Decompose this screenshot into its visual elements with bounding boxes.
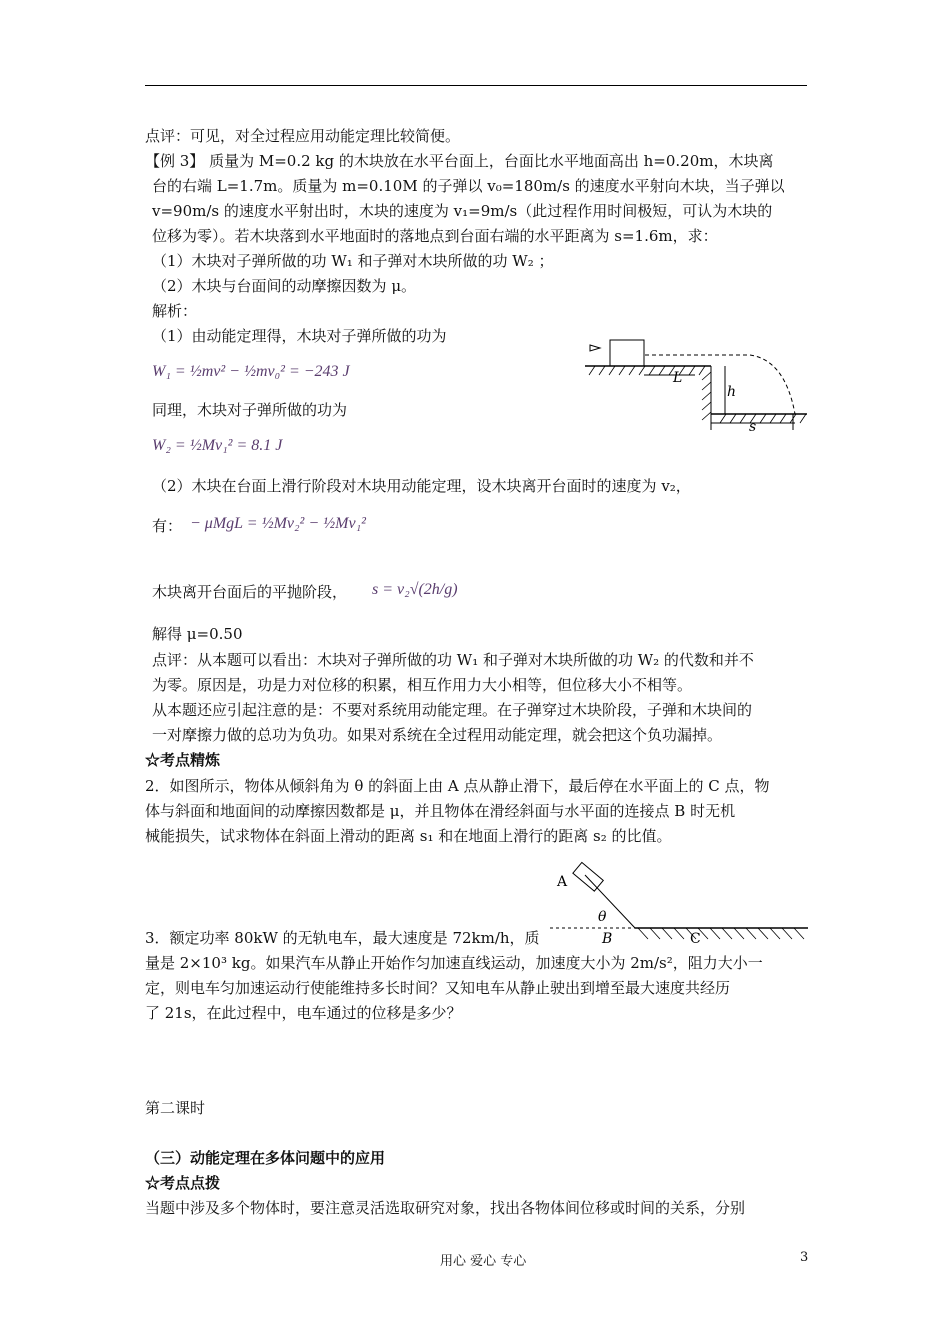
text-line: 体与斜面和地面间的动摩擦因数都是 μ，并且物体在滑经斜面与水平面的连接点 B 时无机 xyxy=(145,802,736,820)
equation-friction: − μMgL = ½Mv₂² − ½Mv₁² xyxy=(190,515,366,532)
text-line: 木块离开台面后的平抛阶段， xyxy=(152,583,348,601)
text-line: 量是 2×10³ kg。如果汽车从静止开始作匀加速直线运动，加速度大小为 2m/s²，阻力大小一 xyxy=(145,954,763,972)
label-theta: θ xyxy=(598,909,607,925)
label-A: A xyxy=(557,874,568,890)
footer-text: 用心 爱心 专心 xyxy=(440,1254,527,1269)
text-line: 有： xyxy=(152,517,183,535)
text-line: 台的右端 L=1.7m。质量为 m=0.10M 的子弹以 v₀=180m/s 的速度水平射向木块，当子弹以 xyxy=(152,177,785,195)
section-heading: （三）动能定理在多体问题中的应用 xyxy=(145,1149,386,1167)
label-B: B xyxy=(602,931,613,947)
text-line: 位移为零）。若木块落到水平地面时的落地点到台面右端的水平距离为 s=1.6m，求： xyxy=(152,227,718,245)
text-line: （2）木块与台面间的动摩擦因数为 μ。 xyxy=(152,277,417,295)
text-line: （1）木块对子弹所做的功 W₁ 和子弹对木块所做的功 W₂ ； xyxy=(152,252,554,270)
equation-w1: W₁ = ½mv² − ½mv₀² = −243 J xyxy=(152,363,350,380)
text-line: 点评：从本题可以看出：木块对子弹所做的功 W₁ 和子弹对木块所做的功 W₂ 的代数和并不 xyxy=(152,651,754,669)
label-C: C xyxy=(690,931,701,947)
text-line: 一对摩擦力做的总功为负功。如果对系统在全过程用动能定理，就会把这个负功漏掉。 xyxy=(152,726,723,744)
figure-incline xyxy=(550,855,815,950)
label-s: s xyxy=(749,419,757,435)
page-number: 3 xyxy=(800,1250,809,1265)
text-line: 定，则电车匀加速运动行使能维持多长时间？又知电车从静止驶出到增至最大速度共经历 xyxy=(145,979,731,997)
section-heading: ☆考点点拨 xyxy=(145,1174,221,1192)
text-line: 同理，木块对子弹所做的功为 xyxy=(152,401,348,419)
text-line: 从本题还应引起注意的是：不要对系统用动能定理。在子弹穿过木块阶段，子弹和木块间的 xyxy=(152,701,753,719)
header-rule xyxy=(145,85,807,86)
text-line: 【例 3】 质量为 M=0.2 kg 的木块放在水平台面上，台面比水平地面高出 h=0.20m，木块离 xyxy=(145,152,774,170)
text-line: 2．如图所示，物体从倾斜角为 θ 的斜面上由 A 点从静止滑下，最后停在水平面上的 C 点，物 xyxy=(145,777,770,795)
equation-projectile: s = v₂√(2h/g) xyxy=(372,581,458,598)
text-line: 解析： xyxy=(152,302,198,320)
text-line: v=90m/s 的速度水平射出时，木块的速度为 v₁=9m/s（此过程作用时间极短，可认为木块的 xyxy=(152,202,773,220)
text-line: 解得 μ=0.50 xyxy=(152,625,243,643)
label-h: h xyxy=(727,384,737,400)
text-line: 3．额定功率 80kW 的无轨电车，最大速度是 72km/h，质 xyxy=(145,929,540,947)
text-line: （2）木块在台面上滑行阶段对木块用动能定理，设木块离开台面时的速度为 v₂， xyxy=(152,477,691,495)
label-L: L xyxy=(673,370,683,386)
section-heading: ☆考点精炼 xyxy=(145,751,221,769)
text-line: 点评：可见，对全过程应用动能定理比较简便。 xyxy=(145,127,461,145)
text-line: （1）由动能定理得，木块对子弹所做的功为 xyxy=(152,327,447,345)
text-line: 当题中涉及多个物体时，要注意灵活选取研究对象，找出各物体间位移或时间的关系，分别 xyxy=(145,1199,746,1217)
figure-block-table xyxy=(585,335,810,435)
text-line: 为零。原因是，功是力对位移的积累，相互作用力大小相等，但位移大小不相等。 xyxy=(152,676,693,694)
equation-w2: W₂ = ½Mv₁² = 8.1 J xyxy=(152,437,283,454)
lesson-label: 第二课时 xyxy=(145,1099,206,1117)
text-line: 械能损失，试求物体在斜面上滑动的距离 s₁ 和在地面上滑行的距离 s₂ 的比值。 xyxy=(145,827,672,845)
text-line: 了 21s，在此过程中，电车通过的位移是多少？ xyxy=(145,1004,462,1022)
